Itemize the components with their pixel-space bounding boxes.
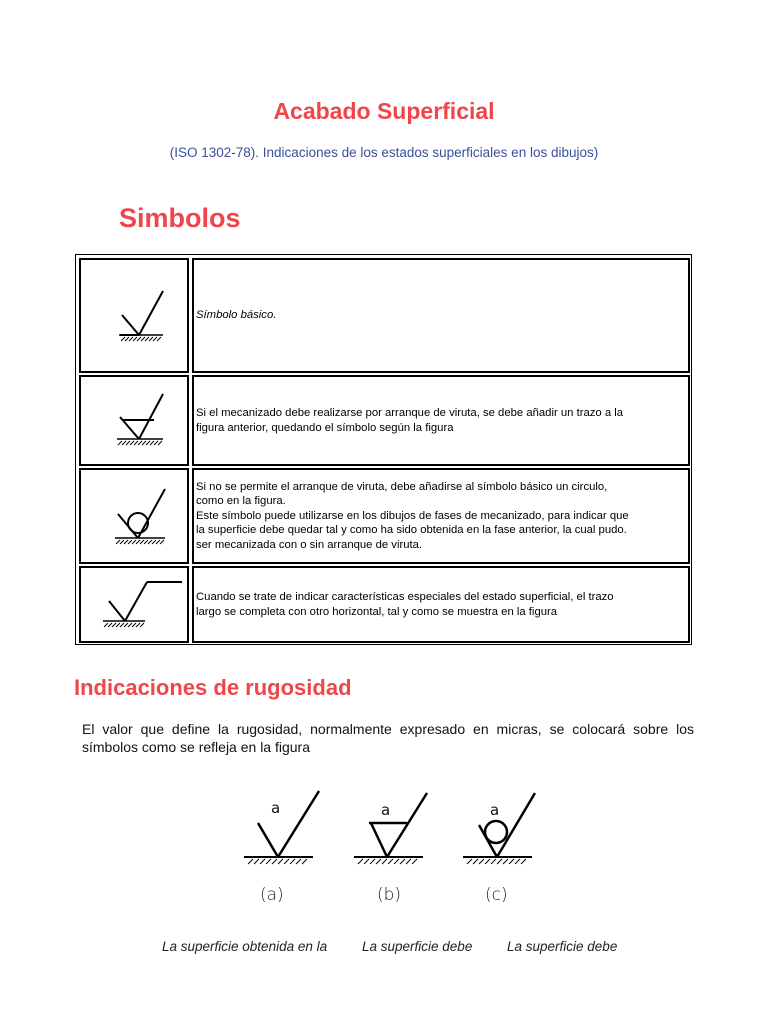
caption-a: La superficie obtenida en la (162, 939, 328, 954)
figure-c-label: (c) (485, 885, 508, 905)
roughness-figures-drawing (235, 785, 545, 885)
page-subtitle: (ISO 1302-78). Indicaciones de los estados superficiales en los dibujos) (169, 145, 599, 160)
roughness-paragraph: El valor que define la rugosidad, normalmente expresado en micras, se colocará sobre los símbolos como se refleja en la figura (82, 721, 694, 755)
symbol-row-no-removal (76, 465, 691, 565)
caption-c: La superficie debe (507, 939, 618, 954)
special-characteristics-symbol-icon (79, 566, 189, 643)
page-title: Acabado Superficial (273, 98, 495, 124)
roughness-heading: Indicaciones de rugosidad (74, 675, 352, 700)
symbol-description: Si no se permite el arranque de viruta, debe añadirse al símbolo básico un circulo, como en la figura. Este símbolo puede utilizarse en los dibujos de fases de mecanizado, para indicar que la superficie debe quedar tal y como ha sido obtenida en la fase anterior, la cual pudo. ser mecanizada con o sin arranque de viruta. (192, 468, 690, 564)
figure-b-label: (b) (377, 885, 402, 905)
roughness-figures (235, 785, 545, 910)
figure-c-value-mark: a (490, 801, 500, 819)
machined-roughness-symbol-icon (79, 375, 189, 466)
figure-c-symbol-icon (463, 793, 535, 864)
symbol-description: Símbolo básico. (192, 258, 690, 373)
symbols-table (75, 254, 692, 645)
figure-a-value-mark: a (271, 799, 281, 817)
symbol-description: Si el mecanizado debe realizarse por arranque de viruta, se debe añadir un trazo a la figura anterior, quedando el símbolo según la figura (192, 375, 690, 466)
figure-a-symbol-icon (244, 791, 319, 864)
caption-b: La superficie debe (362, 939, 473, 954)
figure-a-label: (a) (260, 885, 284, 905)
figure-b-symbol-icon (354, 793, 427, 864)
basic-roughness-symbol-icon (79, 258, 189, 373)
symbol-row-special (76, 563, 691, 644)
figure-b-value-mark: a (381, 801, 391, 819)
symbol-row-machined (76, 372, 691, 467)
symbols-heading: Simbolos (119, 203, 241, 233)
no-removal-roughness-symbol-icon (79, 468, 189, 564)
symbol-row-basic (76, 255, 691, 374)
symbol-description: Cuando se trate de indicar características especiales del estado superficial, el trazo largo se completa con otro horizontal, tal y como se muestra en la figura (192, 566, 690, 643)
